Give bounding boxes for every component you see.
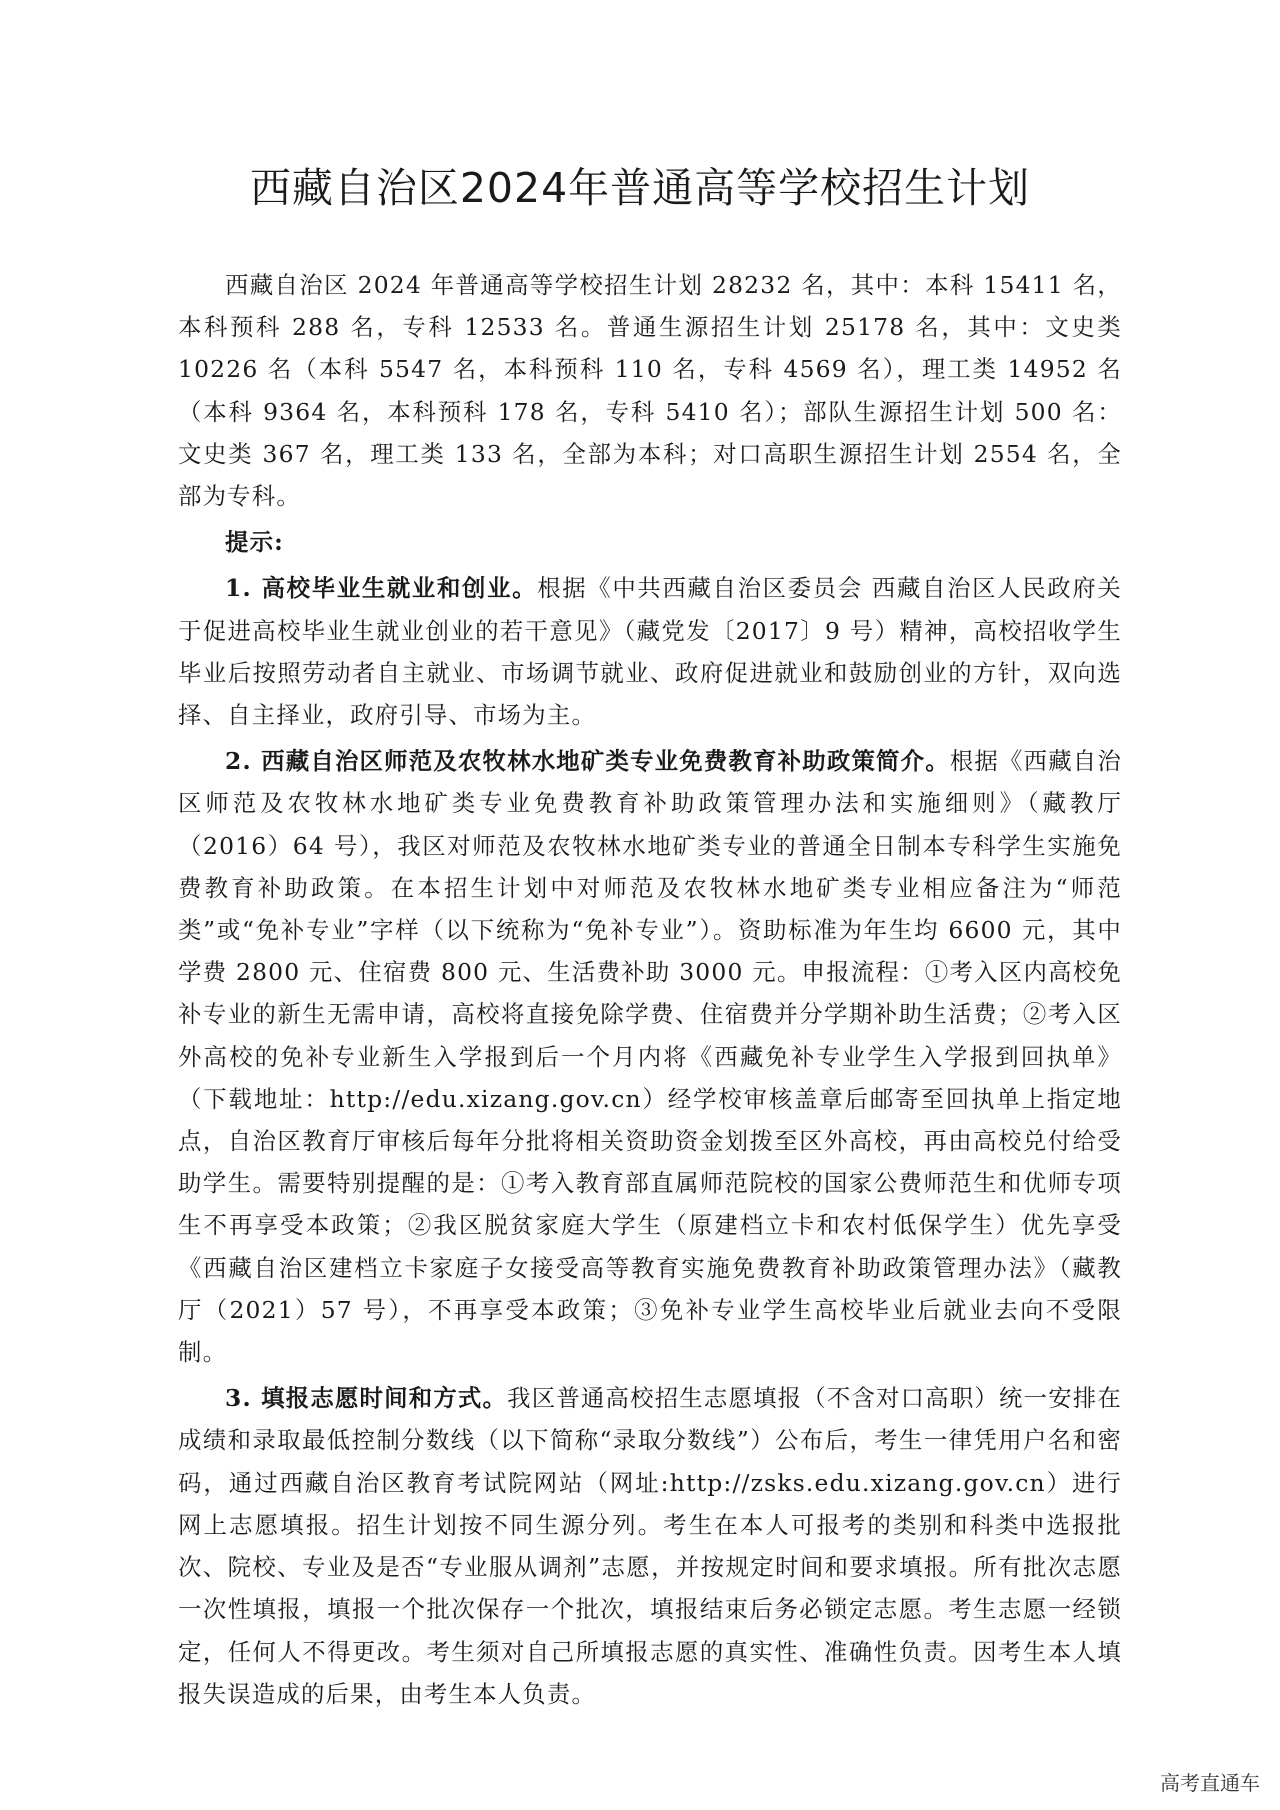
document-body — [178, 264, 1122, 1719]
item-application-time — [178, 1377, 1122, 1715]
item-free-education-policy — [178, 740, 1122, 1373]
intro-paragraph: 西藏自治区 2024 年普通高等学校招生计划 28232 名，其中：本科 15411 名，本科预科 288 名，专科 12533 名。普通生源招生计划 25178 名，其中：文史类 10226 名（本科 5547 名，本科预科 110 名，专科 4569 名），理工类 14952 名（本科 9364 名，本科预科 178 名，专科 5410 名）；部队生源招生计划 500 名：文史类 367 名，理工类 133 名，全部为本科；对口高职生源招生计划 2554 名，全部为专科。 — [178, 271, 1122, 511]
hint-heading: 提示: — [225, 528, 285, 557]
hint-heading-paragraph — [178, 521, 1122, 563]
watermark: 高考直通车 — [1160, 1771, 1260, 1795]
item-free-education-text: 根据《西藏自治区师范及农牧林水地矿类专业免费教育补助政策管理办法和实施细则》（藏教厅（2016）64 号），我区对师范及农牧林水地矿类专业的普通全日制本专科学生实施免费教育补助政策。在本招生计划中对师范及农牧林水地矿类专业相应备注为“师范类”或“免补专业”字样（以下统称为“免补专业”）。资助标准为年生均 6600 元，其中学费 2800 元、住宿费 800 元、生活费补助 3000 元。申报流程：①考入区内高校免补专业的新生无需申请，高校将直接免除学费、住宿费并分学期补助生活费；②考入区外高校的免补专业新生入学报到后一个月内将《西藏免补专业学生入学报到回执单》（下载地址：http://edu.xizang.gov.cn）经学校审核盖章后邮寄至回执单上指定地点，自治区教育厅审核后每年分批将相关资助资金划拨至区外高校，再由高校兑付给受助学生。需要特别提醒的是：①考入教育部直属师范院校的国家公费师范生和优师专项生不再享受本政策；②我区脱贫家庭大学生（原建档立卡和农村低保学生）优先享受《西藏自治区建档立卡家庭子女接受高等教育实施免费教育补助政策管理办法》（藏教厅（2021）57 号），不再享受本政策；③免补专业学生高校毕业后就业去向不受限制。 — [178, 747, 1122, 1367]
item-free-education-heading: 2. 西藏自治区师范及农牧林水地矿类专业免费教育补助政策简介。 — [225, 747, 950, 776]
page-title: 西藏自治区2024年普通高等学校招生计划 — [249, 164, 1031, 212]
item-employment-text: 根据《中共西藏自治区委员会 西藏自治区人民政府关于促进高校毕业生就业创业的若干意见》（藏党发〔2017〕9 号）精神，高校招收学生毕业后按照劳动者自主就业、市场调节就业、政府促进就业和鼓励创业的方针，双向选择、自主择业，政府引导、市场为主。 — [178, 574, 1122, 730]
item-application-text: 我区普通高校招生志愿填报（不含对口高职）统一安排在成绩和录取最低控制分数线（以下简称“录取分数线”）公布后，考生一律凭用户名和密码，通过西藏自治区教育考试院网站（网址:http://zsks.edu.xizang.gov.cn）进行网上志愿填报。招生计划按不同生源分列。考生在本人可报考的类别和科类中选报批次、院校、专业及是否“专业服从调剂”志愿，并按规定时间和要求填报。所有批次志愿一次性填报，填报一个批次保存一个批次，填报结束后务必锁定志愿。考生志愿一经锁定，任何人不得更改。考生须对自己所填报志愿的真实性、准确性负责。因考生本人填报失误造成的后果，由考生本人负责。 — [178, 1384, 1122, 1708]
item-employment-heading: 1. 高校毕业生就业和创业。 — [225, 574, 538, 603]
item-employment — [178, 567, 1122, 736]
item-application-heading: 3. 填报志愿时间和方式。 — [225, 1384, 508, 1413]
